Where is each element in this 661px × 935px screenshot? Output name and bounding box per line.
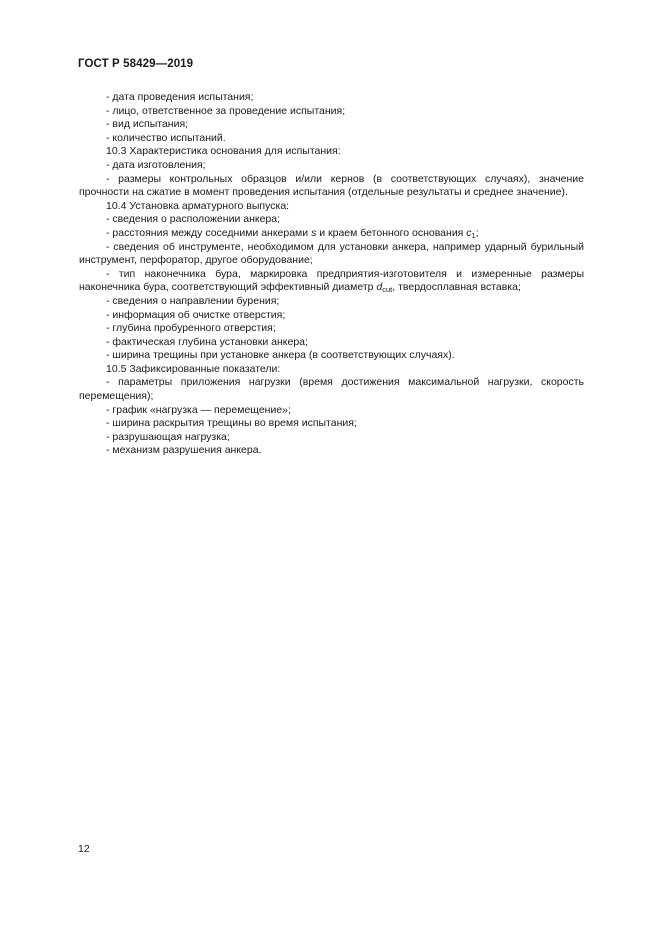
section-heading: 10.3 Характеристика основания для испытания: (106, 145, 341, 158)
document-header: ГОСТ Р 58429—2019 (78, 58, 194, 70)
list-item: - сведения о расположении анкера; (106, 213, 281, 226)
text-run: , твердосплавная вставка; (392, 281, 521, 294)
text-run: и краем бетонного основания (316, 226, 467, 239)
list-item: - дата изготовления; (106, 158, 206, 171)
list-item (79, 227, 584, 241)
section-heading: 10.4 Установка арматурного выпуска: (106, 199, 290, 212)
list-item (79, 268, 584, 295)
list-item: - разрушающая нагрузка; (106, 430, 230, 443)
list-item: - механизм разрушения анкера. (106, 444, 262, 457)
list-item: - информация об очистке отверстия; (106, 308, 286, 321)
text-run: ; (475, 226, 479, 239)
document-body (79, 91, 584, 458)
page-number: 12 (78, 843, 90, 855)
subscript: cut (382, 285, 393, 295)
list-item: - сведения об инструменте, необходимом для установки анкера, например ударный бурильный инструмент, перфоратор, другое оборудование; (79, 240, 584, 267)
section-heading: 10.5 Зафиксированные показатели: (106, 362, 281, 375)
list-item: - вид испытания; (106, 118, 189, 131)
text-run: - расстояния между соседними анкерами (106, 226, 312, 239)
list-item: - лицо, ответственное за проведение испытания; (106, 104, 346, 117)
list-item: - фактическая глубина установки анкера; (106, 335, 308, 348)
list-item: - ширина раскрытия трещины во время испытания; (106, 417, 357, 430)
list-item: - дата проведения испытания; (106, 91, 254, 103)
list-item: - сведения о направлении бурения; (106, 294, 280, 307)
text-run: - тип наконечника бура, маркировка предприятия-изготовителя и измеренные размеры наконечника бура, соответствующий эффективный диаметр (79, 267, 584, 294)
list-item: - размеры контрольных образцов и/или кернов (в соответствующих случаях), значение прочности на сжатие в момент проведения испытания (отдельные результаты и среднее значение). (79, 172, 584, 199)
list-item: - глубина пробуренного отверстия; (106, 322, 276, 335)
list-item: - ширина трещины при установке анкера (в соответствующих случаях). (106, 349, 455, 362)
symbol-c: c (466, 226, 472, 239)
list-item: - параметры приложения нагрузки (время достижения максимальной нагрузки, скорость перемещения); (79, 376, 584, 403)
symbol-s: s (311, 226, 317, 239)
list-item: - количество испытаний. (106, 131, 226, 144)
symbol-d: d (376, 281, 383, 294)
list-item: - график «нагрузка — перемещение»; (106, 403, 291, 416)
subscript: 1 (471, 230, 476, 240)
